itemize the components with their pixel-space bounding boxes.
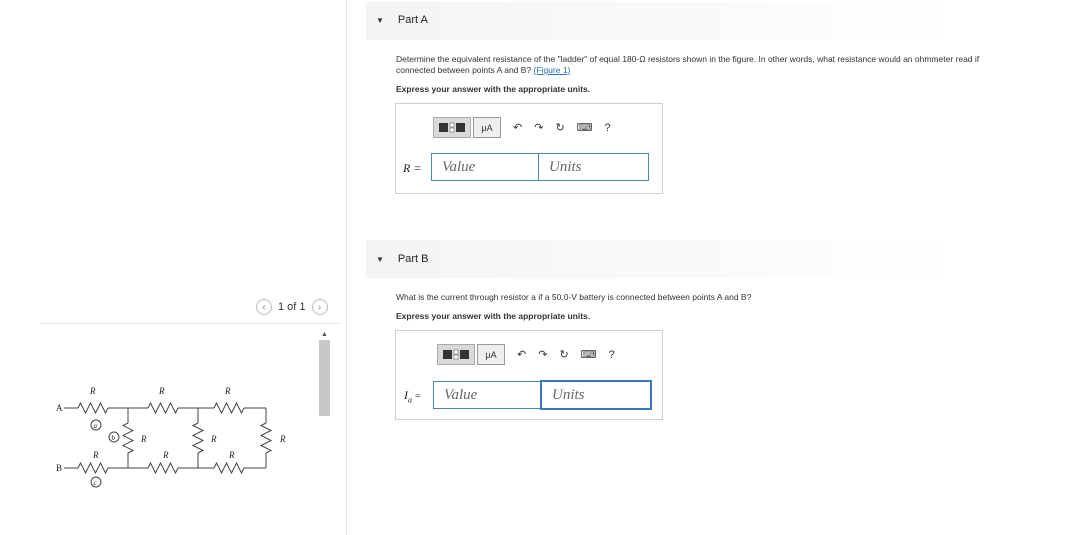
pager-text: 1 of 1 (278, 301, 306, 313)
template-button[interactable] (433, 117, 471, 138)
ia-label (404, 388, 421, 404)
figure-pager (256, 299, 328, 315)
help-icon[interactable]: ? (608, 348, 615, 361)
resistor-rung-2 (193, 423, 203, 453)
ia-label-main: I (404, 388, 408, 402)
template-icon (437, 120, 467, 135)
resistor-label: R (225, 386, 231, 396)
reset-icon[interactable]: ↻ (555, 122, 565, 134)
resistor-rung-1 (123, 423, 133, 453)
part-a-units-hint: Express your answer with the appropriate units. (396, 84, 591, 94)
chevron-right-icon[interactable]: › (312, 299, 328, 315)
redo-icon[interactable]: ↷ (534, 122, 544, 134)
r-label: R = (403, 161, 422, 175)
marker-a: a (93, 422, 97, 430)
scroll-up-icon[interactable]: ▲ (321, 331, 328, 338)
part-a-title: Part A (397, 14, 428, 26)
resistor-bottom-3 (214, 463, 244, 473)
figure-divider (40, 323, 340, 324)
resistor-label: R (141, 434, 147, 444)
mu-units-button[interactable]: μA (477, 344, 505, 365)
part-b-toolbar (437, 344, 615, 365)
part-a-header-band (366, 2, 1066, 40)
marker-b: b (111, 434, 115, 442)
redo-icon[interactable]: ↷ (538, 349, 548, 361)
node-b-label: B (56, 463, 63, 473)
help-icon[interactable]: ? (604, 121, 611, 134)
collapse-triangle-icon[interactable]: ▼ (376, 254, 384, 264)
template-icon (441, 347, 471, 362)
reset-icon[interactable]: ↻ (559, 349, 569, 361)
figure-link[interactable]: (Figure 1) (533, 65, 571, 75)
part-b-header[interactable] (376, 253, 429, 265)
ia-label-sub: a (408, 395, 412, 405)
part-a-header[interactable] (376, 14, 428, 26)
units-input[interactable]: Units (540, 380, 652, 410)
scroll-thumb[interactable] (319, 340, 330, 416)
resistor-rung-3 (261, 423, 271, 453)
resistor-top-3 (214, 403, 244, 413)
figure-scrollbar[interactable] (319, 329, 330, 417)
resistor-label: R (159, 386, 165, 396)
mu-units-button[interactable]: μA (473, 117, 501, 138)
node-a-label: A (56, 403, 63, 413)
value-input[interactable]: Value (431, 153, 539, 181)
part-b-units-hint: Express your answer with the appropriate units. (396, 311, 591, 321)
part-b-question: What is the current through resistor a if a 50.0-V battery is connected between points A and B? (396, 292, 752, 302)
undo-icon[interactable]: ↶ (513, 122, 523, 134)
collapse-triangle-icon[interactable]: ▼ (376, 15, 384, 25)
resistor-top-2 (148, 403, 178, 413)
chevron-left-icon[interactable]: ‹ (256, 299, 272, 315)
units-input[interactable]: Units (538, 153, 649, 181)
marker-c: c (93, 479, 97, 487)
part-a-question-line2: connected between points A and B? (396, 65, 532, 75)
part-a-question-line1: Determine the equivalent resistance of the "ladder" of equal 180-Ω resistors shown in the figure. In other words, what resistance would an ohmmeter read if (396, 54, 980, 64)
resistor-label: R (229, 450, 235, 460)
resistor-bottom-1 (78, 463, 108, 473)
ia-label-eq: = (415, 391, 421, 402)
resistor-label: R (163, 450, 169, 460)
ladder-circuit-figure (52, 380, 302, 498)
keyboard-icon[interactable]: ⌨ (576, 122, 593, 134)
keyboard-icon[interactable]: ⌨ (580, 349, 597, 361)
resistor-top-1 (78, 403, 108, 413)
part-b-title: Part B (397, 253, 429, 265)
resistor-label: R (280, 434, 286, 444)
template-button[interactable] (437, 344, 475, 365)
resistor-label: R (90, 386, 96, 396)
part-a-question (396, 54, 1076, 76)
undo-icon[interactable]: ↶ (517, 349, 527, 361)
part-a-toolbar (433, 117, 611, 138)
part-b-header-band (366, 240, 1066, 278)
resistor-label: R (211, 434, 217, 444)
resistor-label: R (93, 450, 99, 460)
panel-divider (346, 0, 347, 535)
value-input[interactable]: Value (433, 381, 541, 409)
resistor-bottom-2 (148, 463, 178, 473)
